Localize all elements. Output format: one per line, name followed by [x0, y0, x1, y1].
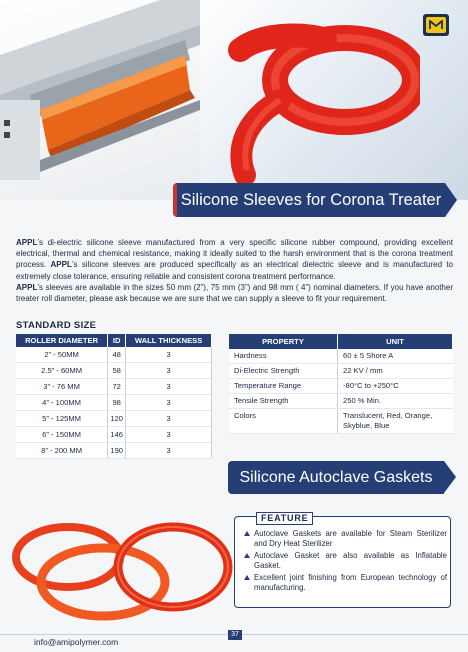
- list-item: [242, 573, 447, 594]
- roller-diameter-cell: 2” - 50MM: [16, 347, 108, 363]
- id-cell: 72: [108, 379, 126, 395]
- page-number: 37: [228, 630, 242, 640]
- intro-paragraph-1a: ’s di-electric silicone sleeve manufactured from a very specific silicone rubber compound, providing excellent electrical, thermal and chemical resistance, making it ideally suited to the harsh environment that is the corona treatment process.: [16, 238, 453, 270]
- table-row: [16, 411, 212, 427]
- corona-treater-machine-image: [0, 0, 200, 200]
- column-header: PROPERTY: [229, 334, 338, 349]
- table-row: [229, 364, 453, 379]
- wall-thickness-cell: 3: [126, 379, 212, 395]
- id-cell: 58: [108, 363, 126, 379]
- wall-thickness-cell: 3: [126, 395, 212, 411]
- wall-thickness-cell: 3: [126, 411, 212, 427]
- triangle-bullet-icon: [244, 531, 250, 536]
- roller-diameter-cell: 3” - 76 MM: [16, 379, 108, 395]
- column-header: UNIT: [338, 334, 453, 349]
- table-row: [229, 349, 453, 364]
- silicone-gasket-image: [8, 512, 236, 628]
- property-cell: Tensile Strength: [229, 394, 338, 409]
- m-monogram-icon: [426, 17, 446, 33]
- table-row: [16, 395, 212, 411]
- section-title-gaskets: Silicone Autoclave Gaskets: [228, 461, 444, 494]
- id-cell: 48: [108, 347, 126, 363]
- company-logo: [423, 14, 449, 36]
- feature-text: Autoclave Gasket are also available as Inflatable Gasket.: [254, 550, 447, 571]
- wall-thickness-cell: 3: [126, 427, 212, 443]
- unit-cell: 250 % Min.: [338, 394, 453, 409]
- id-cell: 146: [108, 427, 126, 443]
- intro-text: [16, 237, 453, 304]
- roller-diameter-cell: 6” - 150MM: [16, 427, 108, 443]
- unit-cell: Translucent, Red, Orange, Skyblue, Blue: [338, 409, 453, 434]
- feature-text: Excellent joint finishing from European technology of manufacturing.: [254, 572, 447, 593]
- property-cell: Temperature Range: [229, 379, 338, 394]
- section-title-sleeves: Silicone Sleeves for Corona Treater: [173, 183, 445, 217]
- column-header: ROLLER DIAMETER: [16, 334, 108, 347]
- id-cell: 98: [108, 395, 126, 411]
- wall-thickness-cell: 3: [126, 363, 212, 379]
- table-row: [229, 379, 453, 394]
- roller-diameter-cell: 5” - 125MM: [16, 411, 108, 427]
- list-item: [242, 529, 447, 550]
- standard-size-heading: STANDARD SIZE: [16, 320, 97, 331]
- silicone-sleeve-coil-image: [205, 10, 420, 185]
- triangle-bullet-icon: [244, 575, 250, 580]
- id-cell: 190: [108, 443, 126, 459]
- triangle-bullet-icon: [244, 553, 250, 558]
- unit-cell: -80°C to +250°C: [338, 379, 453, 394]
- property-cell: Di-Electric Strength: [229, 364, 338, 379]
- footer-email: info@amipolymer.com: [34, 637, 119, 647]
- wall-thickness-cell: 3: [126, 443, 212, 459]
- table-row: [16, 363, 212, 379]
- brand-name: APPL: [16, 238, 38, 247]
- roller-diameter-cell: 4” - 100MM: [16, 395, 108, 411]
- table-row: [229, 394, 453, 409]
- roller-diameter-cell: 2.5” - 60MM: [16, 363, 108, 379]
- table-row: [16, 379, 212, 395]
- feature-list: [242, 529, 447, 594]
- unit-cell: 22 KV / mm: [338, 364, 453, 379]
- property-cell: Hardness: [229, 349, 338, 364]
- feature-text: Autoclave Gaskets are available for Steam Sterilizer and Dry Heat Sterilizer: [254, 529, 447, 549]
- column-header: ID: [108, 334, 126, 347]
- roller-diameter-cell: 8” - 200 MM: [16, 443, 108, 459]
- table-row: [16, 347, 212, 363]
- property-cell: Colors: [229, 409, 338, 434]
- brand-name: APPL: [16, 282, 38, 292]
- intro-paragraph-2: ’s sleeves are available in the sizes 50 mm (2”), 75 mm (3”) and 98 mm ( 4”) nominal diameters. If you have another treater roll diameter, please ask because we are sure that we can supply a sleeve to fit your requirement.: [16, 282, 453, 304]
- table-row: [16, 443, 212, 459]
- wall-thickness-cell: 3: [126, 347, 212, 363]
- brand-name: APPL: [50, 260, 72, 270]
- table-row: [229, 409, 453, 434]
- column-header: WALL THICKNESS: [126, 334, 212, 347]
- intro-paragraph-1b: ’s silicone sleeves are produced specifically as an electrical dielectric sleeve and is manufactured to extremely close tolerance, ensuring reliable and consistent corona treatment performance.: [16, 260, 453, 281]
- table-row: [16, 427, 212, 443]
- property-table: [229, 334, 453, 434]
- standard-size-table: [16, 334, 212, 459]
- id-cell: 120: [108, 411, 126, 427]
- feature-label: FEATURE: [256, 512, 313, 525]
- list-item: [242, 551, 447, 572]
- unit-cell: 60 ± 5 Shore A: [338, 349, 453, 364]
